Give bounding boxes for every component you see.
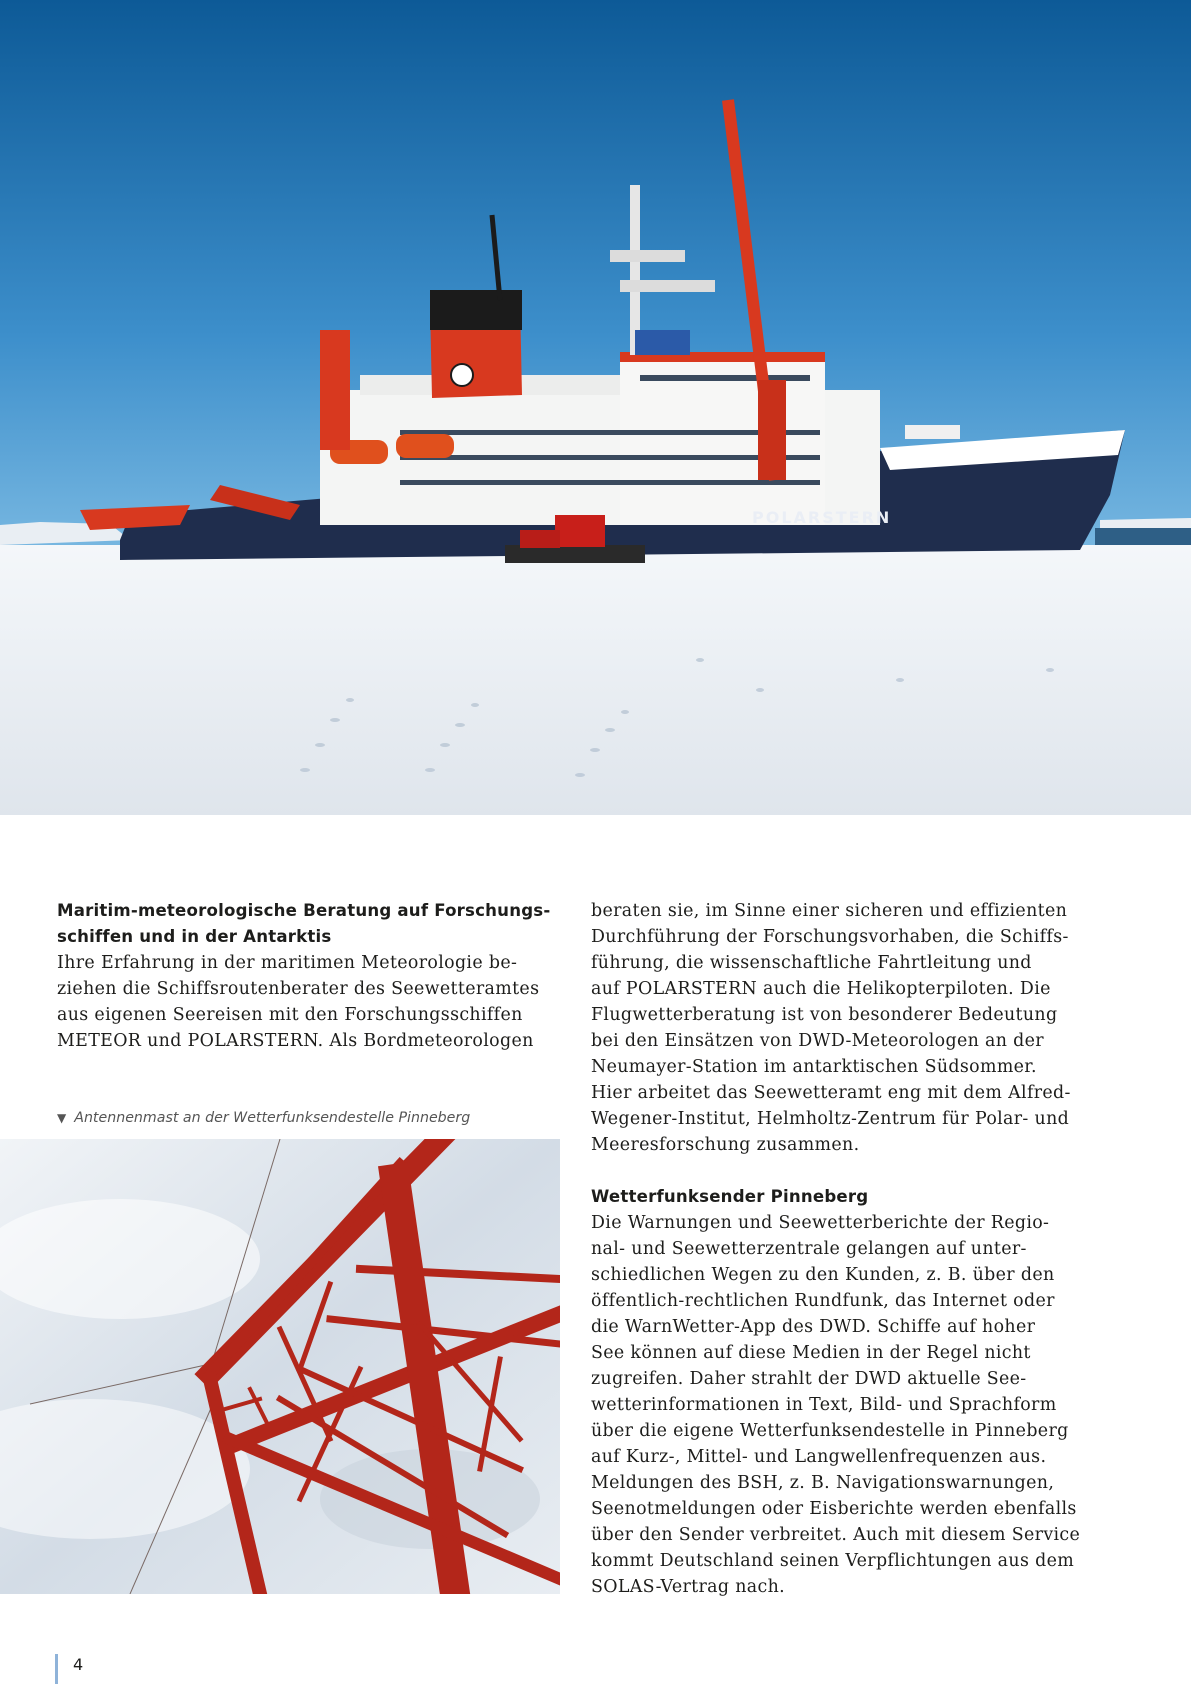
text-line: Meeresforschung zusammen. (591, 1135, 860, 1155)
text-line: Hier arbeitet das Seewetteramt eng mit dem Alfred- (591, 1083, 1071, 1103)
section-heading-wetterfunksender: Wetterfunksender Pinneberg (591, 1187, 869, 1206)
paragraph-bordmeteorologen (591, 898, 1111, 1158)
text-line: zugreifen. Daher strahlt der DWD aktuelle See- (591, 1369, 1027, 1389)
text-line: ziehen die Schiffsroutenberater des Seewetteramtes (57, 979, 540, 999)
text-line: Meldungen des BSH, z. B. Navigationswarnungen, (591, 1473, 1055, 1493)
ship-on-ice-photo (0, 0, 1191, 815)
text-line: kommt Deutschland seinen Verpflichtungen aus dem (591, 1551, 1075, 1571)
caption-text: Antennenmast an der Wetterfunksendestelle Pinneberg (74, 1110, 471, 1126)
left-text-column (57, 898, 557, 1054)
text-line: bei den Einsätzen von DWD-Meteorologen an der (591, 1031, 1044, 1051)
text-line: Durchführung der Forschungsvorhaben, die Schiffs- (591, 927, 1069, 947)
text-line: Ihre Erfahrung in der maritimen Meteorologie be- (57, 953, 518, 973)
text-line: Wegener-Institut, Helmholtz-Zentrum für Polar- und (591, 1109, 1070, 1129)
hero-photo-polarstern (0, 0, 1191, 815)
text-line: See können auf diese Medien in der Regel nicht (591, 1343, 1031, 1363)
section-heading-forschungsschiffe (57, 898, 557, 950)
caption-marker-icon: ▼ (57, 1111, 67, 1125)
page-number-bar (55, 1654, 58, 1684)
text-line: nal- und Seewetterzentrale gelangen auf unter- (591, 1239, 1027, 1259)
text-line: SOLAS-Vertrag nach. (591, 1577, 786, 1597)
text-line: führung, die wissenschaftliche Fahrtleitung und (591, 953, 1032, 973)
text-line: öffentlich-rechtlichen Rundfunk, das Internet oder (591, 1291, 1055, 1311)
text-line: die WarnWetter-App des DWD. Schiffe auf hoher (591, 1317, 1036, 1337)
heading-line: Maritim-meteorologische Beratung auf Forschungs- (57, 901, 551, 920)
text-line: METEOR und POLARSTERN. Als Bordmeteorologen (57, 1031, 534, 1051)
text-line: über die eigene Wetterfunksendestelle in Pinneberg (591, 1421, 1069, 1441)
text-line: aus eigenen Seereisen mit den Forschungsschiffen (57, 1005, 523, 1025)
heading-line: schiffen und in der Antarktis (57, 927, 332, 946)
text-line: über den Sender verbreitet. Auch mit diesem Service (591, 1525, 1081, 1545)
page-number: 4 (73, 1655, 84, 1674)
paragraph-wetterfunksender (591, 1210, 1111, 1600)
text-line: beraten sie, im Sinne einer sicheren und effizienten (591, 901, 1068, 921)
text-line: schiedlichen Wegen zu den Kunden, z. B. über den (591, 1265, 1055, 1285)
right-text-column (591, 898, 1111, 1600)
text-line: wetterinformationen in Text, Bild- und Sprachform (591, 1395, 1057, 1415)
text-line: Flugwetterberatung ist von besonderer Bedeutung (591, 1005, 1058, 1025)
text-line: auf POLARSTERN auch die Helikopterpiloten. Die (591, 979, 1051, 999)
paragraph-forschungsschiffe (57, 950, 557, 1054)
text-line: auf Kurz-, Mittel- und Langwellenfrequenzen aus. (591, 1447, 1047, 1467)
hull-name-label: POLARSTERN (752, 508, 892, 527)
photo-caption (57, 1110, 577, 1126)
mast-photo (0, 1139, 560, 1594)
text-line: Neumayer-Station im antarktischen Südsommer. (591, 1057, 1037, 1077)
text-line: Seenotmeldungen oder Eisberichte werden ebenfalls (591, 1499, 1077, 1519)
antenna-mast-photo (0, 1139, 560, 1594)
text-line: Die Warnungen und Seewetterberichte der Regio- (591, 1213, 1050, 1233)
